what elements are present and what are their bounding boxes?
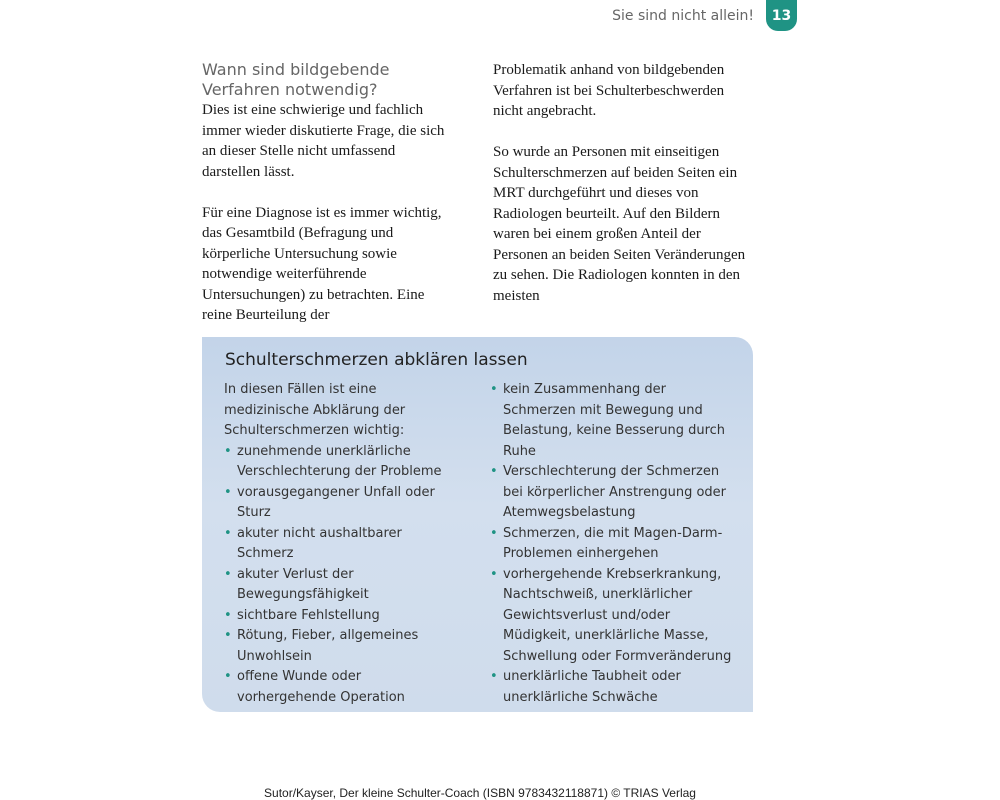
list-item bbox=[224, 606, 460, 627]
list-item bbox=[490, 380, 740, 462]
running-header-title: Sie sind nicht allein! bbox=[612, 8, 754, 24]
info-box bbox=[202, 337, 753, 712]
list-item bbox=[224, 626, 460, 667]
list-item bbox=[224, 483, 460, 524]
list-item bbox=[224, 442, 460, 483]
list-item-text: zunehmende unerklärliche Verschlechterung der Probleme bbox=[237, 443, 442, 479]
list-item bbox=[490, 667, 740, 708]
list-item bbox=[490, 462, 740, 524]
page-number-badge: 13 bbox=[766, 0, 797, 31]
list-item-text: akuter Verlust der Bewegungsfähigkeit bbox=[237, 566, 369, 602]
list-item-text: vorausgegangener Unfall oder Sturz bbox=[237, 484, 435, 520]
paragraph: Für eine Diagnose ist es immer wichtig, das Gesamtbild (Befragung und körperliche Untersuchung sowie notwendige weiterführende Untersuchungen) zu betrachten. Eine reine Beurteilung der bbox=[202, 204, 442, 323]
bullet-icon: • bbox=[224, 669, 232, 684]
list-item bbox=[224, 667, 460, 708]
bullet-icon: • bbox=[490, 566, 498, 582]
list-item-text: sichtbare Fehlstellung bbox=[237, 607, 380, 623]
bullet-icon: • bbox=[490, 669, 498, 684]
list-item-text: Verschlechterung der Schmerzen bei körperlicher Anstrengung oder Atemwegsbelastung bbox=[503, 464, 726, 520]
bullet-icon: • bbox=[224, 566, 232, 582]
bullet-icon: • bbox=[224, 525, 232, 541]
list-item-text: akuter nicht aushaltbarer Schmerz bbox=[237, 525, 402, 561]
info-box-title: Schulterschmerzen abklären lassen bbox=[225, 350, 528, 370]
right-text-column bbox=[493, 60, 748, 306]
list-item bbox=[224, 524, 460, 565]
bullet-icon: • bbox=[224, 607, 232, 623]
list-item-text: vorhergehende Krebserkrankung, Nachtschweiß, unerklärlicher Gewichtsverlust und/oder Müdigkeit, unerklärliche Masse, Schwellung oder Formveränderung bbox=[503, 566, 732, 664]
info-box-intro: In diesen Fällen ist eine medizinische Abklärung der Schulterschmerzen wichtig: bbox=[224, 382, 406, 438]
paragraph: So wurde an Personen mit einseitigen Schulterschmerzen auf beiden Seiten ein MRT durchgeführt und dieses von Radiologen beurteilt. Auf den Bildern waren bei einem großen Anteil der Personen an beiden Seiten Veränderungen zu sehen. Die Radiologen konnten in den meisten bbox=[493, 144, 746, 304]
paragraph: Dies ist eine schwierige und fachlich immer wieder diskutierte Frage, die sich an dieser Stelle nicht umfassend darstellen lässt. bbox=[202, 102, 445, 180]
list-item-text: unerklärliche Taubheit oder unerklärliche Schwäche bbox=[503, 669, 681, 705]
list-item-text: kein Zusammenhang der Schmerzen mit Bewegung und Belastung, keine Besserung durch Ruhe bbox=[503, 382, 726, 459]
info-box-right-column bbox=[490, 380, 740, 708]
list-item-text: Schmerzen, die mit Magen-Darm-Problemen einhergehen bbox=[503, 525, 723, 561]
info-box-left-column bbox=[224, 380, 460, 708]
page-footer: Sutor/Kayser, Der kleine Schulter-Coach (ISBN 9783432118871) © TRIAS Verlag bbox=[264, 786, 696, 800]
list-item bbox=[224, 565, 460, 606]
list-item-text: Rötung, Fieber, allgemeines Unwohlsein bbox=[237, 628, 419, 664]
bullet-icon: • bbox=[224, 443, 232, 459]
section-heading: Wann sind bildgebende Verfahren notwendig? bbox=[202, 60, 390, 99]
left-text-column bbox=[202, 60, 457, 326]
bullet-icon: • bbox=[490, 525, 498, 541]
bullet-icon: • bbox=[490, 464, 498, 479]
paragraph: Problematik anhand von bildgebenden Verfahren ist bei Schulterbeschwerden nicht angebracht. bbox=[493, 62, 725, 119]
list-item bbox=[490, 524, 740, 565]
symptom-list-right bbox=[490, 380, 740, 708]
list-item bbox=[490, 565, 740, 668]
bullet-icon: • bbox=[490, 382, 498, 397]
list-item-text: offene Wunde oder vorhergehende Operation bbox=[237, 669, 405, 705]
bullet-icon: • bbox=[224, 484, 232, 500]
symptom-list-left bbox=[224, 442, 460, 709]
bullet-icon: • bbox=[224, 628, 232, 643]
